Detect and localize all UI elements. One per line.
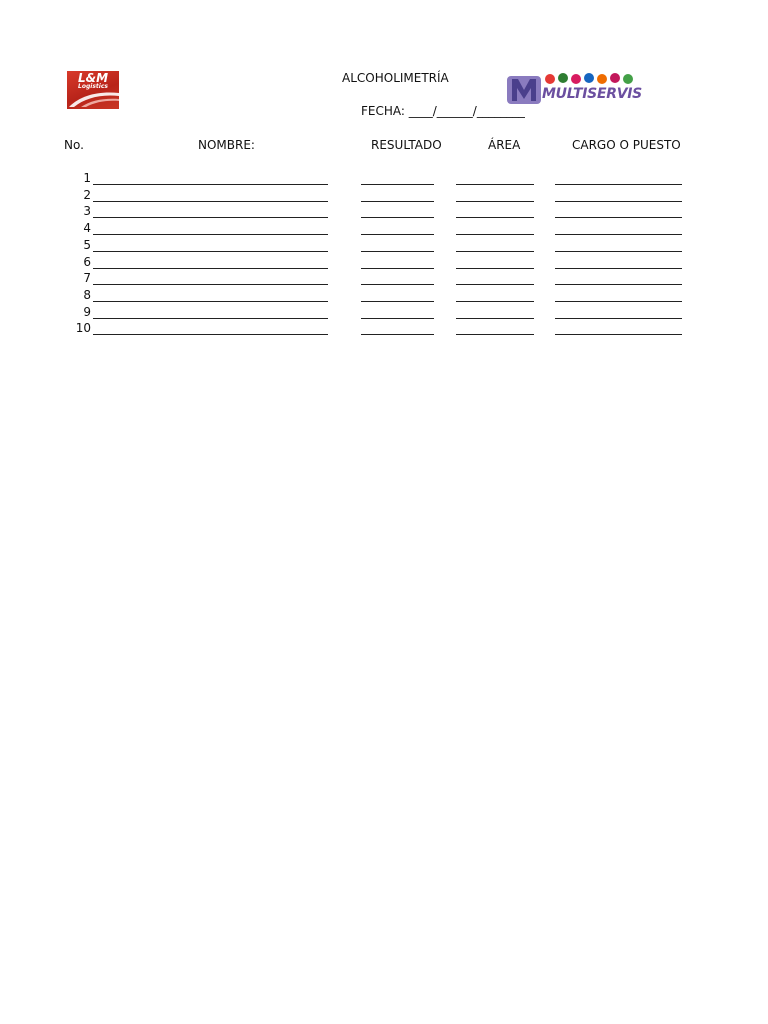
area-blank-line[interactable] xyxy=(456,184,534,185)
row-number: 1 xyxy=(83,171,91,185)
area-blank-line[interactable] xyxy=(456,318,534,319)
resultado-blank-line[interactable] xyxy=(361,301,434,302)
area-blank-line[interactable] xyxy=(456,217,534,218)
cargo-blank-line[interactable] xyxy=(555,318,682,319)
nombre-blank-line[interactable] xyxy=(93,217,328,218)
document-title: ALCOHOLIMETRÍA xyxy=(342,71,449,85)
row-number: 3 xyxy=(83,204,91,219)
resultado-blank-line[interactable] xyxy=(361,318,434,319)
nombre-blank-line[interactable] xyxy=(93,334,328,335)
date-field-label: FECHA: ____/______/________ xyxy=(361,104,525,118)
column-header-no: No. xyxy=(64,138,84,152)
resultado-blank-line[interactable] xyxy=(361,268,434,269)
nombre-blank-line[interactable] xyxy=(93,268,328,269)
area-blank-line[interactable] xyxy=(456,284,534,285)
cargo-blank-line[interactable] xyxy=(555,217,682,218)
nombre-blank-line[interactable] xyxy=(93,234,328,235)
cargo-blank-line[interactable] xyxy=(555,268,682,269)
resultado-blank-line[interactable] xyxy=(361,334,434,335)
column-header-cargo: CARGO O PUESTO xyxy=(572,138,681,152)
logo-main-text: L&M xyxy=(77,71,109,85)
nombre-blank-line[interactable] xyxy=(93,184,328,185)
row-number: 8 xyxy=(83,287,91,302)
resultado-blank-line[interactable] xyxy=(361,284,434,285)
row-number: 10 xyxy=(75,321,91,336)
area-blank-line[interactable] xyxy=(456,201,534,202)
row-number: 9 xyxy=(83,304,91,319)
cargo-blank-line[interactable] xyxy=(555,334,682,335)
column-header-resultado: RESULTADO xyxy=(371,138,442,152)
resultado-blank-line[interactable] xyxy=(361,234,434,235)
resultado-blank-line[interactable] xyxy=(361,201,434,202)
area-blank-line[interactable] xyxy=(456,334,534,335)
resultado-blank-line[interactable] xyxy=(361,184,434,185)
row-number: 6 xyxy=(83,254,91,269)
cargo-blank-line[interactable] xyxy=(555,301,682,302)
cargo-blank-line[interactable] xyxy=(555,234,682,235)
cargo-blank-line[interactable] xyxy=(555,251,682,252)
row-number: 2 xyxy=(83,187,91,202)
cargo-blank-line[interactable] xyxy=(555,201,682,202)
area-blank-line[interactable] xyxy=(456,251,534,252)
logo-sub-text: Logistics xyxy=(78,83,108,90)
area-blank-line[interactable] xyxy=(456,301,534,302)
nombre-blank-line[interactable] xyxy=(93,284,328,285)
cargo-blank-line[interactable] xyxy=(555,184,682,185)
resultado-blank-line[interactable] xyxy=(361,217,434,218)
lm-logistics-logo xyxy=(67,71,119,109)
row-number: 5 xyxy=(83,237,91,252)
multiservis-logo xyxy=(505,70,640,106)
column-header-area: ÁREA xyxy=(488,138,521,152)
cargo-blank-line[interactable] xyxy=(555,284,682,285)
resultado-blank-line[interactable] xyxy=(361,251,434,252)
nombre-blank-line[interactable] xyxy=(93,201,328,202)
area-blank-line[interactable] xyxy=(456,268,534,269)
nombre-blank-line[interactable] xyxy=(93,318,328,319)
area-blank-line[interactable] xyxy=(456,234,534,235)
multiservis-wordmark: MULTISERVIS xyxy=(542,86,642,102)
column-header-nombre: NOMBRE: xyxy=(198,138,255,152)
nombre-blank-line[interactable] xyxy=(93,301,328,302)
nombre-blank-line[interactable] xyxy=(93,251,328,252)
row-number: 4 xyxy=(83,221,91,236)
row-number: 7 xyxy=(83,271,91,286)
